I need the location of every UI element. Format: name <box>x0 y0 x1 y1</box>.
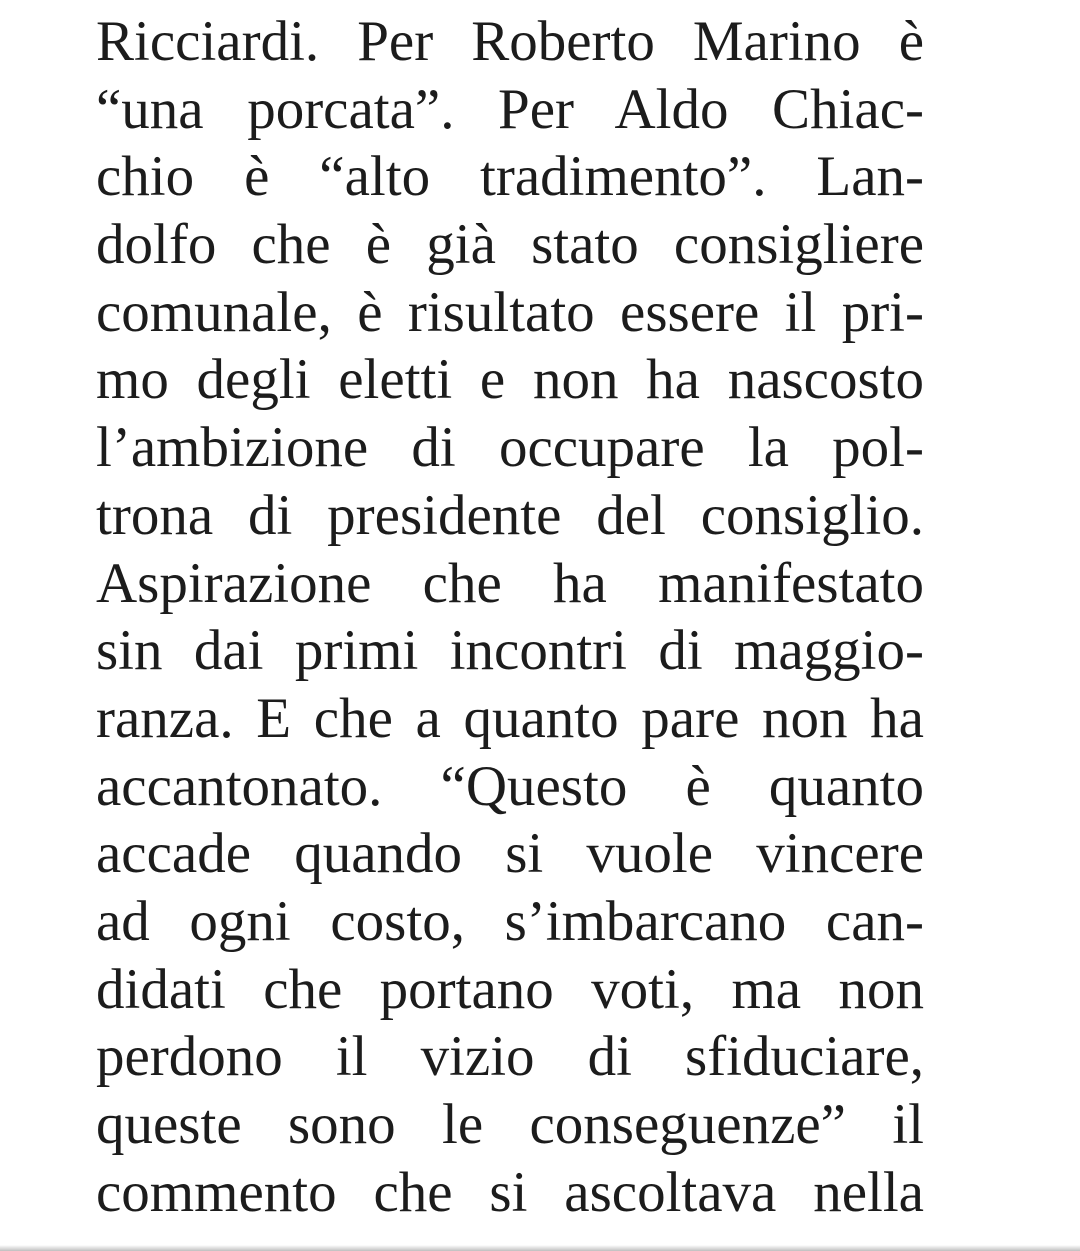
text-line: perdono il vizio di sfiduciare, <box>96 1025 924 1089</box>
page-edge-shadow <box>0 1245 1080 1251</box>
text-line: sin dai primi incontri di maggio- <box>96 619 924 683</box>
text-line: Aspirazione che ha manifestato <box>96 551 924 615</box>
text-line: ranza. E che a quanto pare non ha <box>96 686 924 750</box>
text-line: mo degli eletti e non ha nascosto <box>96 348 924 412</box>
text-line: accantonato. “Questo è quanto <box>96 754 924 818</box>
text-line: comunale, è risultato essere il pri- <box>96 280 924 344</box>
text-line: Ricciardi. Per Roberto Marino è <box>96 10 924 73</box>
text-line: didati che portano voti, ma non <box>96 957 924 1021</box>
text-line: ad ogni costo, s’imbarcano can- <box>96 889 924 953</box>
text-line: “una porcata”. Per Aldo Chiac- <box>96 77 924 141</box>
text-line: commento che si ascoltava nella <box>96 1160 924 1224</box>
text-line: l’ambizione di occupare la pol- <box>96 416 924 480</box>
text-line: chio è “alto tradimento”. Lan- <box>96 145 924 209</box>
text-line: dolfo che è già stato consigliere <box>96 213 924 277</box>
text-line: queste sono le conseguenze” il <box>96 1093 924 1156</box>
text-line: accade quando si vuole vincere <box>96 822 924 886</box>
article-column <box>96 8 924 1226</box>
text-line: trona di presidente del consiglio. <box>96 483 924 547</box>
